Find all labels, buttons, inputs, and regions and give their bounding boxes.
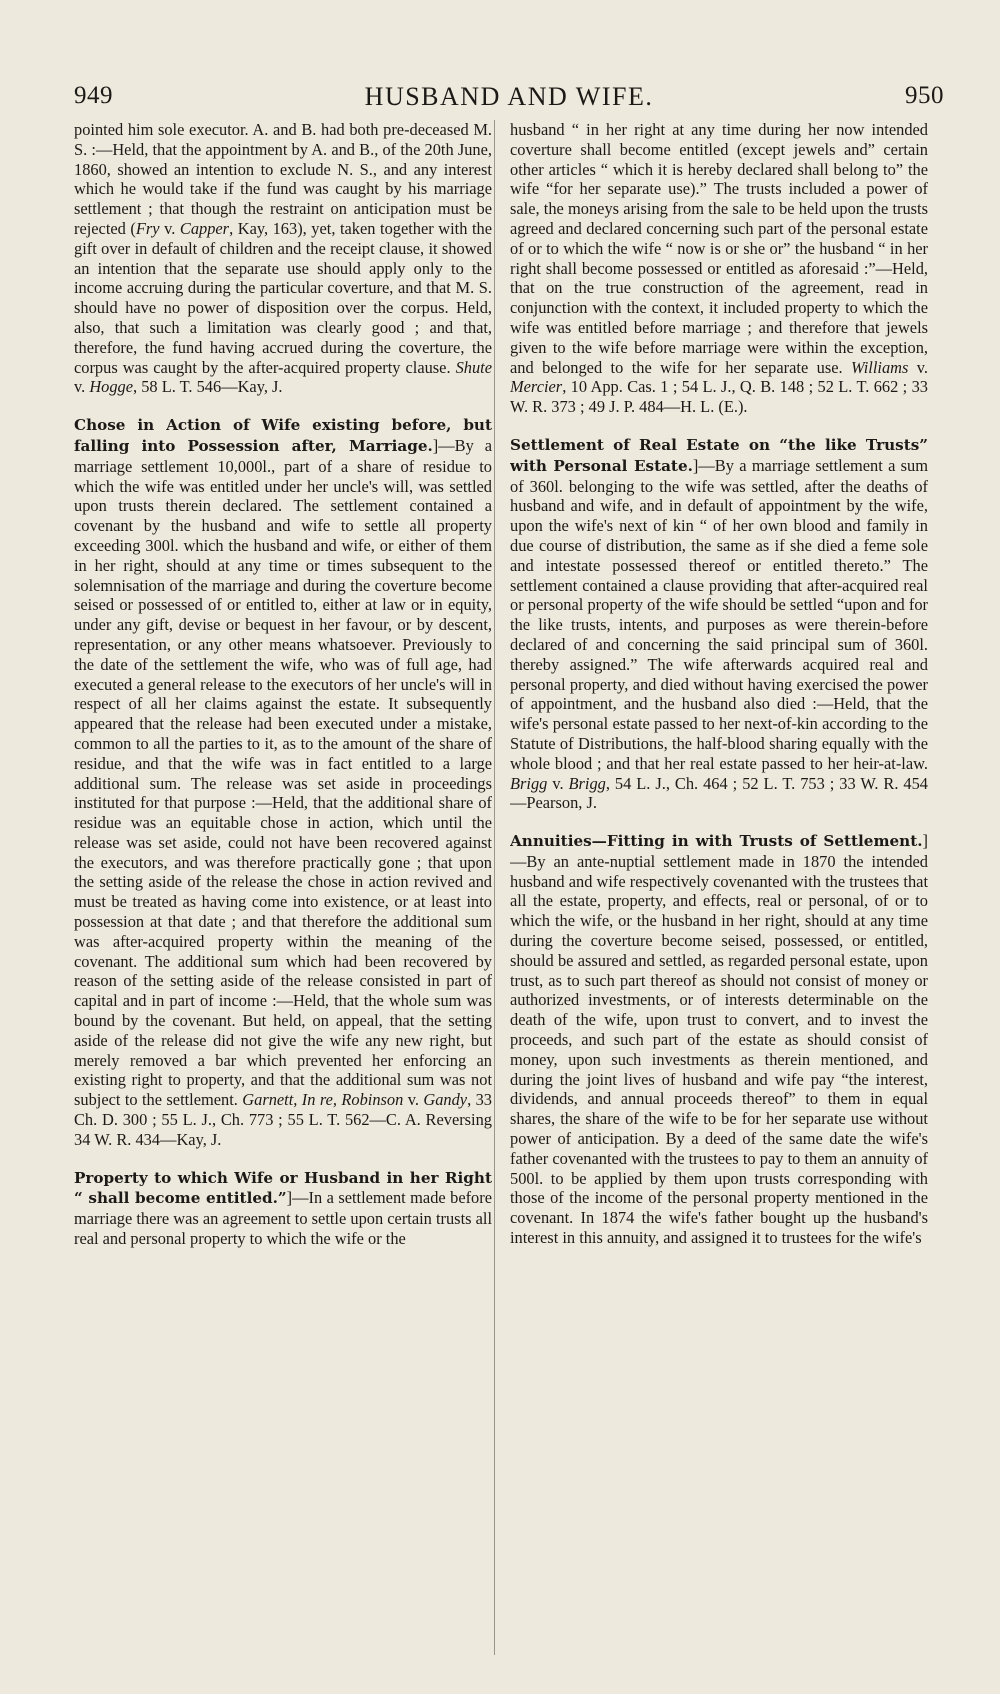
running-header xyxy=(74,82,944,122)
column-divider xyxy=(494,120,495,1655)
section-heading: Chose in Action of Wife existing before, but falling into Possession after, Marriage. xyxy=(74,416,492,455)
paragraph-chose-in-action: Chose in Action of Wife existing before, but falling into Possession after, Marriage.]—By a marriage settlement 10,000l., part of a share of residue to which the wife was entitled under her uncle's will, was settled upon trusts therein declared. The settlement contained a covenant by the husband and wife to settle all property exceeding 300l. which the husband and wife, or either of them in her right, should at any time or times subsequent to the solemnisation of the marriage and during the coverture become seised or possessed of or entitled to, either at law or in equity, under any gift, devise or bequest in her favour, or by descent, representation, or any other means whatsoever. Previously to the date of the settlement the wife, who was of full age, had executed a general release to the executors of her uncle's will in respect of all her claims against the estate. It subsequently appeared that the release had been executed under a mistake, common to all the parties to it, as to the amount of the share of residue, and that the wife was in fact entitled to a large additional sum. The release was set aside in proceedings instituted for that purpose :—Held, that the additional share of residue was an equitable chose in action, which until the release was set aside, could not have been recovered against the executors, and was therefore practically gone ; that upon the setting aside of the release the chose in action revived and must be treated as having come into existence, or at least into possession at that date ; and that therefore the additional sum was after-acquired property within the meaning of the covenant. The additional sum which had been recovered by reason of the setting aside of the release consisted in part of capital and in part of income :—Held, that the whole sum was bound by the covenant. But held, on appeal, that the setting aside of the release did not give the wife any new right, but merely removed a bar which prevented her enforcing an existing right to property, and that the additional sum was not subject to the settlement. Garnett, In re, Robinson v. Gandy, 33 Ch. D. 300 ; 55 L. J., Ch. 773 ; 55 L. T. 562—C. A. Reversing 34 W. R. 434—Kay, J. xyxy=(74,416,492,1149)
section-heading: Property to which Wife or Husband in her Right “ shall become entitled.” xyxy=(74,1168,492,1208)
paragraph-settlement-real-estate: Settlement of Real Estate on “the like Trusts” with Personal Estate.]—By a marriage settlement a sum of 360l. belonging to the wife was settled, after the deaths of husband and wife, and in default of appointment by the wife, upon the wife's next of kin “ of her own blood and family in due course of distribution, the same as if she died a feme sole and intestate possessed thereof or entitled thereto.” The settlement contained a clause providing that after-acquired real or personal property of the wife should be settled “upon and for the like trusts, intents, and purposes as were therein-before declared of and concerning the said principal sum of 360l. thereby assigned.” The wife afterwards acquired real and personal property, and died without having exercised the power of appointment, and the husband also died :—Held, that the wife's personal estate passed to her next-of-kin according to the Statute of Distributions, the half-blood sharing equally with the whole blood ; and that her real estate passed to her heir-at-law. Brigg v. Brigg, 54 L. J., Ch. 464 ; 52 L. T. 753 ; 33 W. R. 454—Pearson, J. xyxy=(510,435,928,813)
section-heading: Annuities—Fitting in with Trusts of Settlement. xyxy=(510,832,923,851)
left-column xyxy=(74,120,492,1680)
page-number-left: 949 xyxy=(74,82,113,109)
section-heading: Settlement of Real Estate on “the like Trusts” with Personal Estate. xyxy=(510,435,928,475)
paragraph-continued: pointed him sole executor. A. and B. had both pre-deceased M. S. :—Held, that the appointment by A. and B., of the 20th June, 1860, showed an intention to exclude N. S., and any interest which he would take if the fund was caught by his marriage settlement ; that though the restraint on anticipation must be rejected (Fry v. Capper, Kay, 163), yet, taken together with the gift over in default of children and the receipt clause, it showed an intention that the separate use should apply only to the income accruing during the particular coverture, and that M. S. should have no power of disposition over the corpus. Held, also, that such a limitation was clearly good ; and that, therefore, the fund having accrued during the coverture, the corpus was caught by the after-acquired property clause. Shute v. Hogge, 58 L. T. 546—Kay, J. xyxy=(74,120,492,397)
right-column xyxy=(510,120,928,1680)
paragraph-property-entitled: Property to which Wife or Husband in her Right “ shall become entitled.”]—In a settlement made before marriage there was an agreement to settle upon certain trusts all real and personal property to which the wife or the xyxy=(74,1168,492,1249)
page-number-right: 950 xyxy=(905,82,944,109)
paragraph-continued: husband “ in her right at any time during her now intended coverture shall become entitled (except jewels and” certain other articles “ which it is hereby declared shall belong to” the wife “for her separate use).” The trusts included a power of sale, the moneys arising from the sale to be held upon the trusts agreed and declared concerning such part of the personal estate of or to which the wife “ now is or she or” the husband “ in her right shall become possessed or entitled as aforesaid :”—Held, that on the true construction of the agreement, read in conjunction with the context, it included property to which the wife was entitled before marriage ; and therefore that jewels given to the wife before marriage were within the exception, and belonged to the wife for her separate use. Williams v. Mercier, 10 App. Cas. 1 ; 54 L. J., Q. B. 148 ; 52 L. T. 662 ; 33 W. R. 373 ; 49 J. P. 484—H. L. (E.). xyxy=(510,120,928,417)
paragraph-annuities: Annuities—Fitting in with Trusts of Settlement.]—By an ante-nuptial settlement made in 1870 the intended husband and wife respectively covenanted with the trustees that all the estate, property, and effects, real or personal, of or to which the wife, or the husband in her right, should at any time during the coverture become seised, possessed, or entitled, should be assured and settled, as regarded personal estate, upon trust, as to such part thereof as should not consist of money or authorized investments, or of interests determinable on the death of the wife, upon trust to convert, and to invest the proceeds, and such part of the estate as should consist of money, upon such investments as therein mentioned, and during the joint lives of husband and wife pay “the interest, dividends, and annual proceeds thereof” to them in equal shares, the share of the wife to be for her separate use without power of anticipation. By a deed of the same date the wife's father covenanted with the trustees to pay to them an annuity of 500l. to be applied by them upon trusts corresponding with those of the income of the personal property mentioned in the covenant. In 1874 the wife's father bought up the husband's interest in this annuity, and assigned it to trustees for the wife's xyxy=(510,831,928,1248)
running-title: HUSBAND AND WIFE. xyxy=(364,82,654,111)
